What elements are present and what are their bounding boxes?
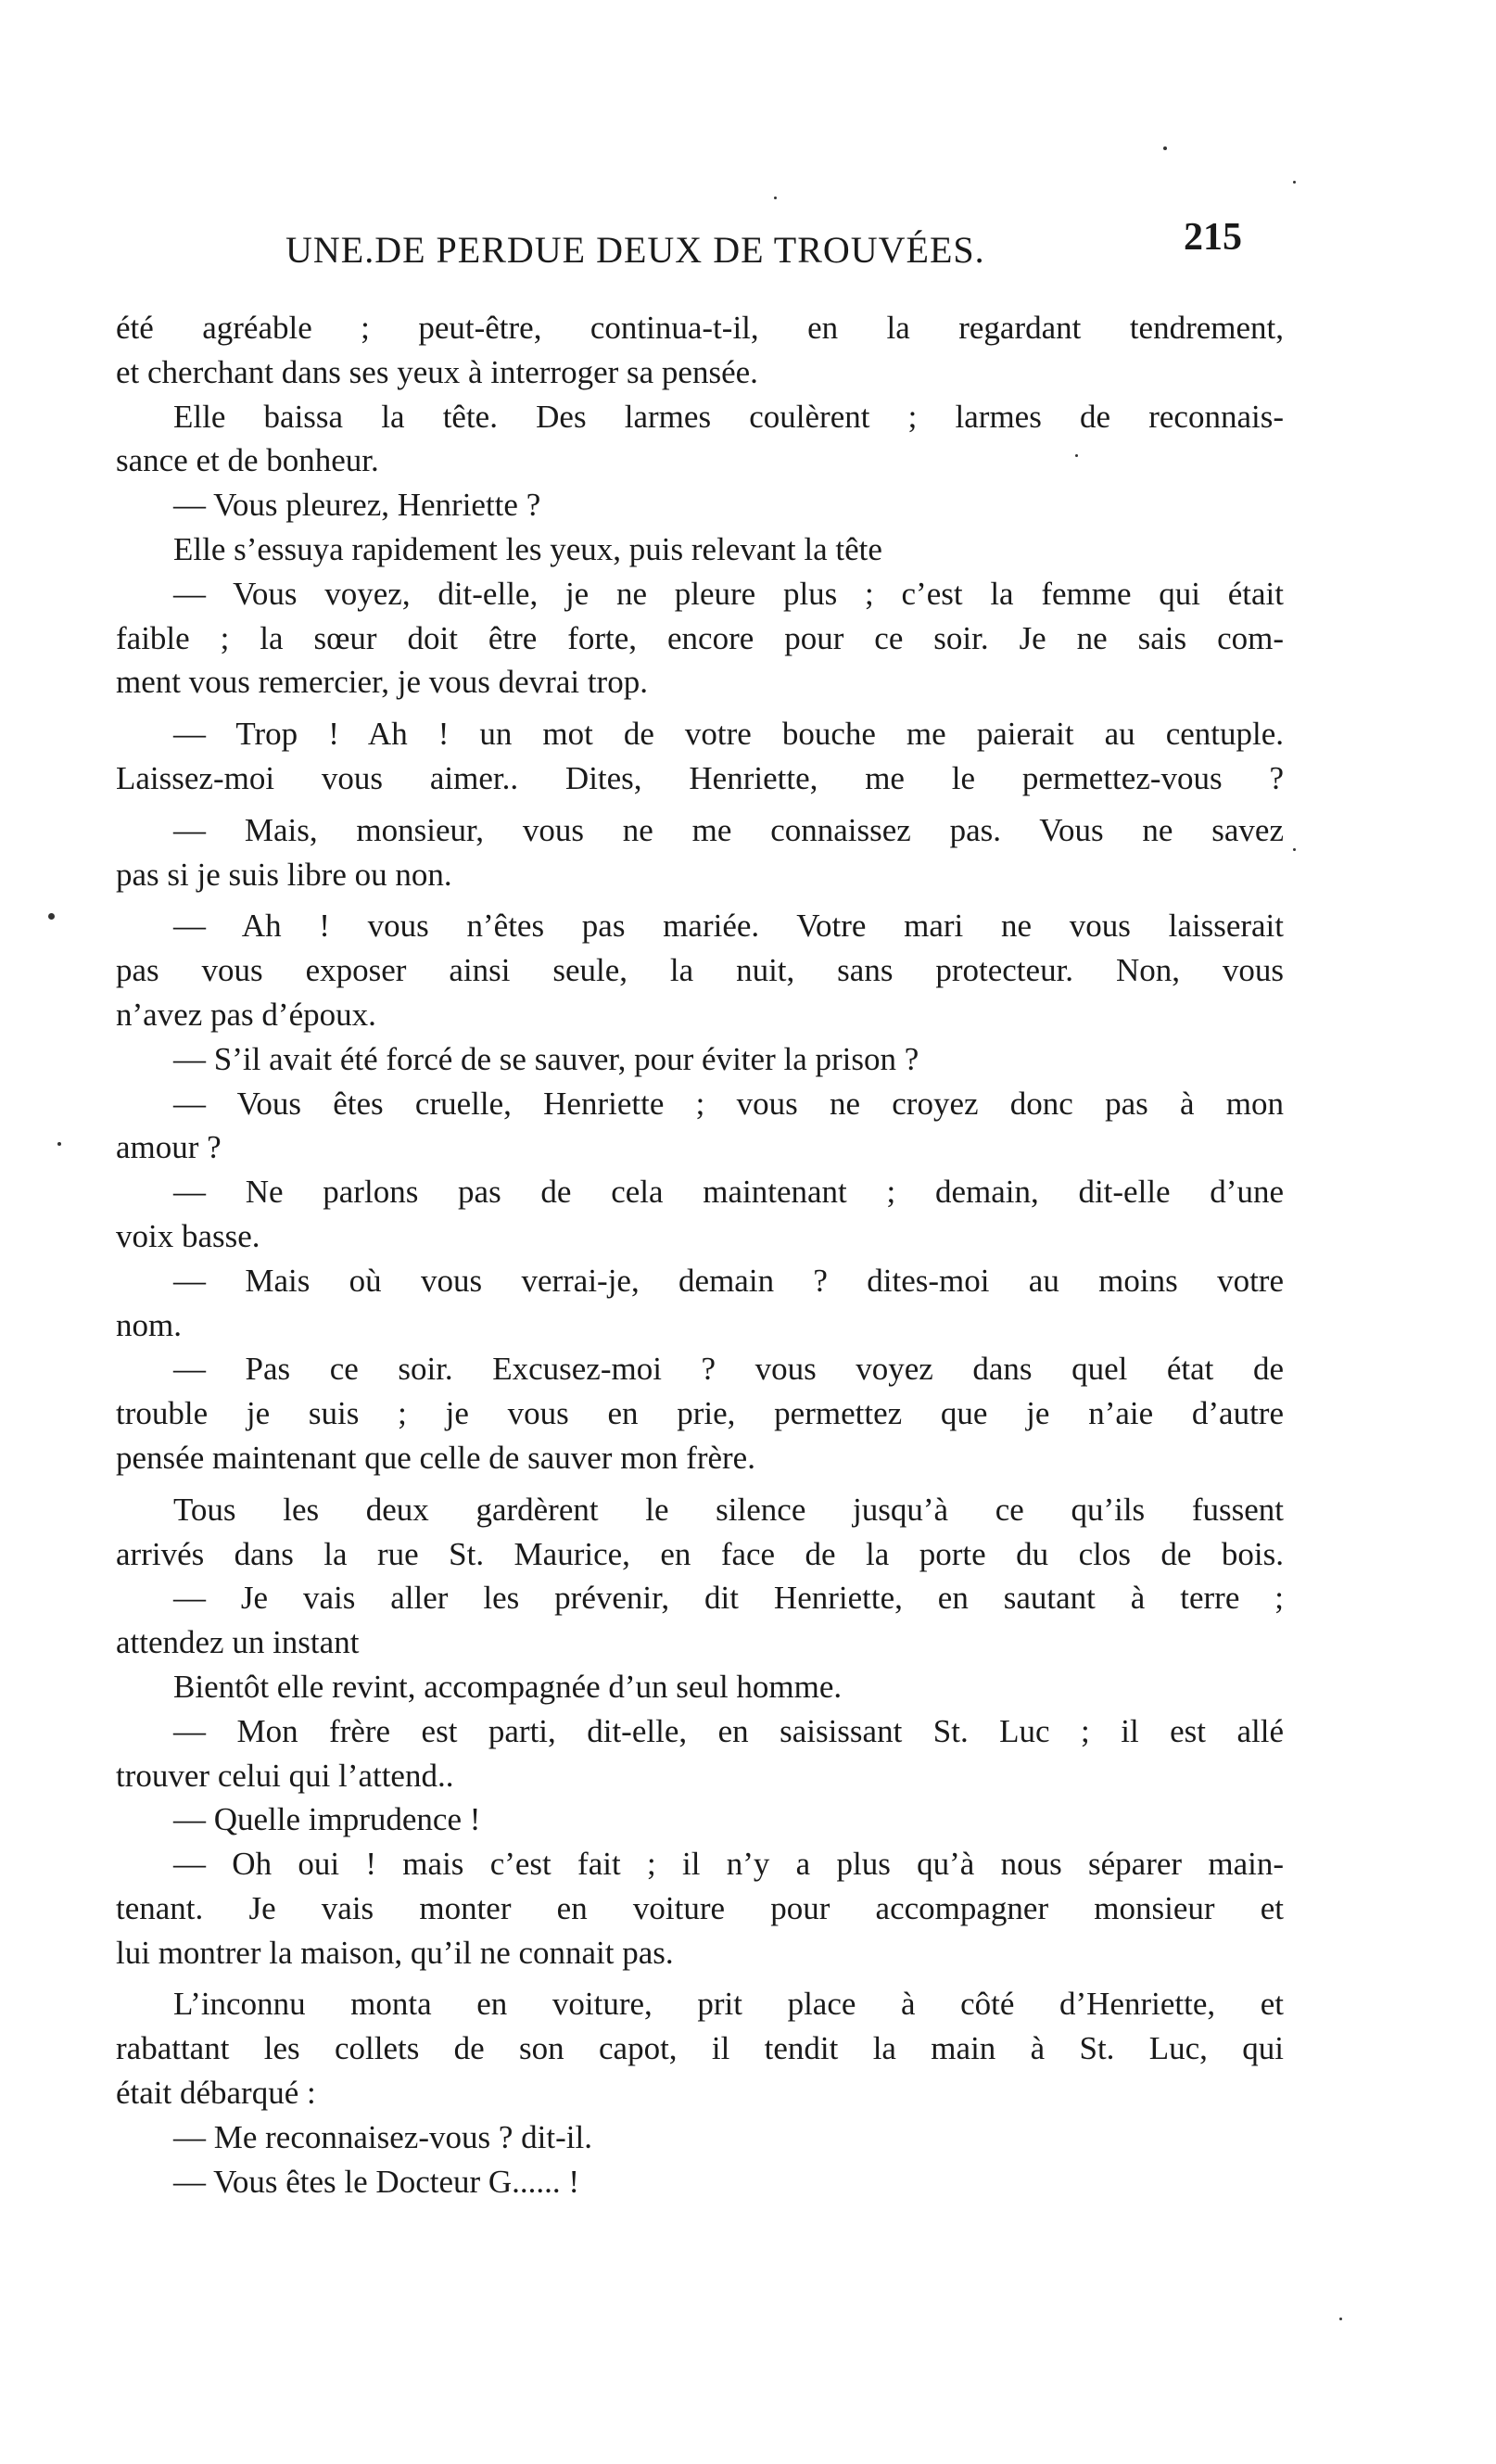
text-line: trouver celui qui l’attend.. (116, 1757, 454, 1794)
text-line: Elle s’essuya rapidement les yeux, puis relevant la tête (173, 530, 882, 567)
text-line: — Mon frère est parti, dit-elle, en saisissant St. Luc ; il est allé (173, 1712, 1284, 1749)
text-line: L’inconnu monta en voiture, prit place à côté d’Henriette, et (173, 1986, 1284, 2023)
scan-speck (48, 913, 55, 920)
scan-speck (57, 1142, 61, 1146)
text-line: amour ? (116, 1129, 222, 1166)
text-line: pensée maintenant que celle de sauver mon frère. (116, 1439, 755, 1476)
text-line: nom. (116, 1306, 182, 1343)
text-line: — Ah ! vous n’êtes pas mariée. Votre mari ne vous laisserait (173, 908, 1284, 945)
text-line: — Mais où vous verrai-je, demain ? dites-moi au moins votre (173, 1262, 1284, 1299)
text-line: trouble je suis ; je vous en prie, permettez que je n’aie d’autre (116, 1395, 1284, 1432)
text-line: et cherchant dans ses yeux à interroger sa pensée. (116, 353, 758, 390)
text-line: été agréable ; peut-être, continua-t-il, en la regardant tendrement, (116, 310, 1284, 346)
text-line: tenant. Je vais monter en voiture pour accompagner monsieur et (116, 1889, 1284, 1926)
text-line: pas vous exposer ainsi seule, la nuit, sans protecteur. Non, vous (116, 952, 1284, 989)
scan-speck (1293, 181, 1296, 184)
text-line: — Vous voyez, dit-elle, je ne pleure plus ; c’est la femme qui était (173, 575, 1284, 612)
text-line: — Ne parlons pas de cela maintenant ; demain, dit-elle d’une (173, 1174, 1284, 1211)
scan-speck (1075, 454, 1078, 457)
text-line: rabattant les collets de son capot, il tendit la main à St. Luc, qui (116, 2030, 1284, 2067)
text-line: lui montrer la maison, qu’il ne connait pas. (116, 1934, 674, 1971)
text-line: — Pas ce soir. Excusez-moi ? vous voyez dans quel état de (173, 1351, 1284, 1388)
text-line: Bientôt elle revint, accompagnée d’un seul homme. (173, 1668, 843, 1705)
text-line: — Mais, monsieur, vous ne me connaissez pas. Vous ne savez (173, 811, 1284, 848)
text-line: n’avez pas d’époux. (116, 996, 376, 1033)
scan-speck (1293, 848, 1296, 851)
text-line: — Je vais aller les prévenir, dit Henriette, en sautant à terre ; (173, 1580, 1284, 1617)
page-number: 215 (1184, 216, 1242, 259)
body-text (116, 306, 1284, 2204)
text-line: — S’il avait été forcé de se sauver, pour éviter la prison ? (173, 1040, 919, 1077)
text-line: — Oh oui ! mais c’est fait ; il n’y a plus qu’à nous séparer main- (173, 1846, 1284, 1883)
text-line: — Vous pleurez, Henriette ? (173, 487, 541, 524)
text-line: ment vous remercier, je vous devrai trop. (116, 664, 648, 701)
text-line: faible ; la sœur doit être forte, encore pour ce soir. Je ne sais com- (116, 619, 1284, 656)
text-line: — Trop ! Ah ! un mot de votre bouche me paierait au centuple. (173, 716, 1284, 753)
text-line: attendez un instant (116, 1624, 360, 1661)
running-title: UNE.DE PERDUE DEUX DE TROUVÉES. (285, 229, 985, 271)
scan-speck (1163, 146, 1167, 150)
text-line: — Vous êtes le Docteur G...... ! (173, 2163, 580, 2200)
text-line: arrivés dans la rue St. Maurice, en face de la porte du clos de bois. (116, 1535, 1284, 1572)
text-line: pas si je suis libre ou non. (116, 856, 452, 893)
text-line: Tous les deux gardèrent le silence jusqu’à ce qu’ils fussent (173, 1491, 1284, 1528)
text-line: — Vous êtes cruelle, Henriette ; vous ne croyez donc pas à mon (173, 1085, 1284, 1122)
text-line: Laissez-moi vous aimer.. Dites, Henriette, me le permettez-vous ? (116, 759, 1284, 796)
text-line: était débarqué : (116, 2075, 316, 2112)
text-line: sance et de bonheur. (116, 442, 379, 479)
text-line: — Quelle imprudence ! (173, 1801, 481, 1838)
scan-speck (1339, 2318, 1342, 2320)
text-line: Elle baissa la tête. Des larmes coulèrent ; larmes de reconnais- (173, 398, 1284, 435)
text-line: — Me reconnaisez-vous ? dit-il. (173, 2118, 592, 2155)
scan-speck (774, 197, 777, 199)
page-header (278, 215, 1251, 280)
text-line: voix basse. (116, 1217, 260, 1254)
